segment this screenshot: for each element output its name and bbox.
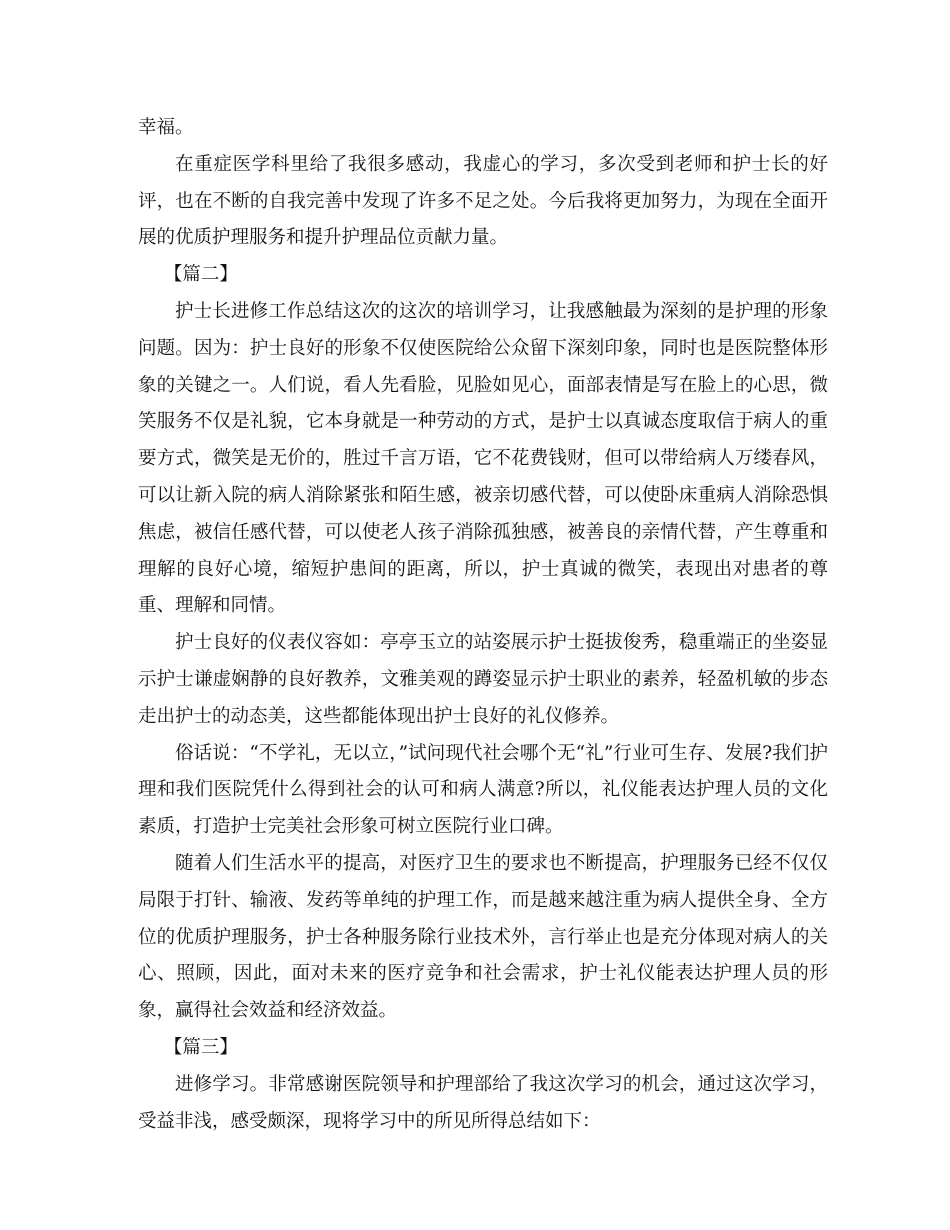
section-heading-part-two: 【篇二】 [163,264,238,286]
paragraph-training-thanks: 进修学习。非常感谢医院领导和护理部给了我这次学习的机会，通过这次学习，受益非浅，感受颇深，现将学习中的所见所得总结如下： [138,1073,828,1132]
paragraph-etiquette-saying: 俗话说：“不学礼，无以立，”试问现代社会哪个无“礼”行业可生存、发展?我们护理和我们医院凭什么得到社会的认可和病人满意?所以，礼仪能表达护理人员的文化素质，打造护士完美社会形象可树立医院行业口碑。 [138,742,828,838]
section-heading-part-three: 【篇三】 [163,1036,238,1058]
paragraph-icu-reflection: 在重症医学科里给了我很多感动，我虚心的学习，多次受到老师和护士长的好评，也在不断的自我完善中发现了许多不足之处。今后我将更加努力，为现在全面开展的优质护理服务和提升护理品位贡献力量。 [138,153,828,249]
paragraph-nurse-image: 护士长进修工作总结这次的这次的培训学习，让我感触最为深刻的是护理的形象问题。因为：护士良好的形象不仅使医院给公众留下深刻印象，同时也是医院整体形象的关键之一。人们说，看人先看脸，见脸如见心，面部表情是写在脸上的心思，微笑服务不仅是礼貌，它本身就是一种劳动的方式，是护士以真诚态度取信于病人的重要方式，微笑是无价的，胜过千言万语，它不花费钱财，但可以带给病人万缕春风，可以让新入院的病人消除紧张和陌生感，被亲切感代替，可以使卧床重病人消除恐惧焦虑，被信任感代替，可以使老人孩子消除孤独感，被善良的亲情代替，产生尊重和理解的良好心境，缩短护患间的距离，所以，护士真诚的微笑，表现出对患者的尊重、理解和同情。 [138,300,828,617]
paragraph-appearance: 护士良好的仪表仪容如：亭亭玉立的站姿展示护士挺拔俊秀，稳重端正的坐姿显示护士谦虚娴静的良好教养，文雅美观的蹲姿显示护士职业的素养，轻盈机敏的步态走出护士的动态美，这些都能体现出护士良好的礼仪修养。 [138,632,828,727]
paragraph-service-quality: 随着人们生活水平的提高，对医疗卫生的要求也不断提高，护理服务已经不仅仅局限于打针、输液、发药等单纯的护理工作，而是越来越注重为病人提供全身、全方位的优质护理服务，护士各种服务除行业技术外，言行举止也是充分体现对病人的关心、照顾，因此，面对未来的医疗竞争和社会需求，护士礼仪能表达护理人员的形象，赢得社会效益和经济效益。 [138,852,828,1022]
paragraph-continuation: 幸福。 [138,117,194,138]
document-body [138,110,828,1140]
